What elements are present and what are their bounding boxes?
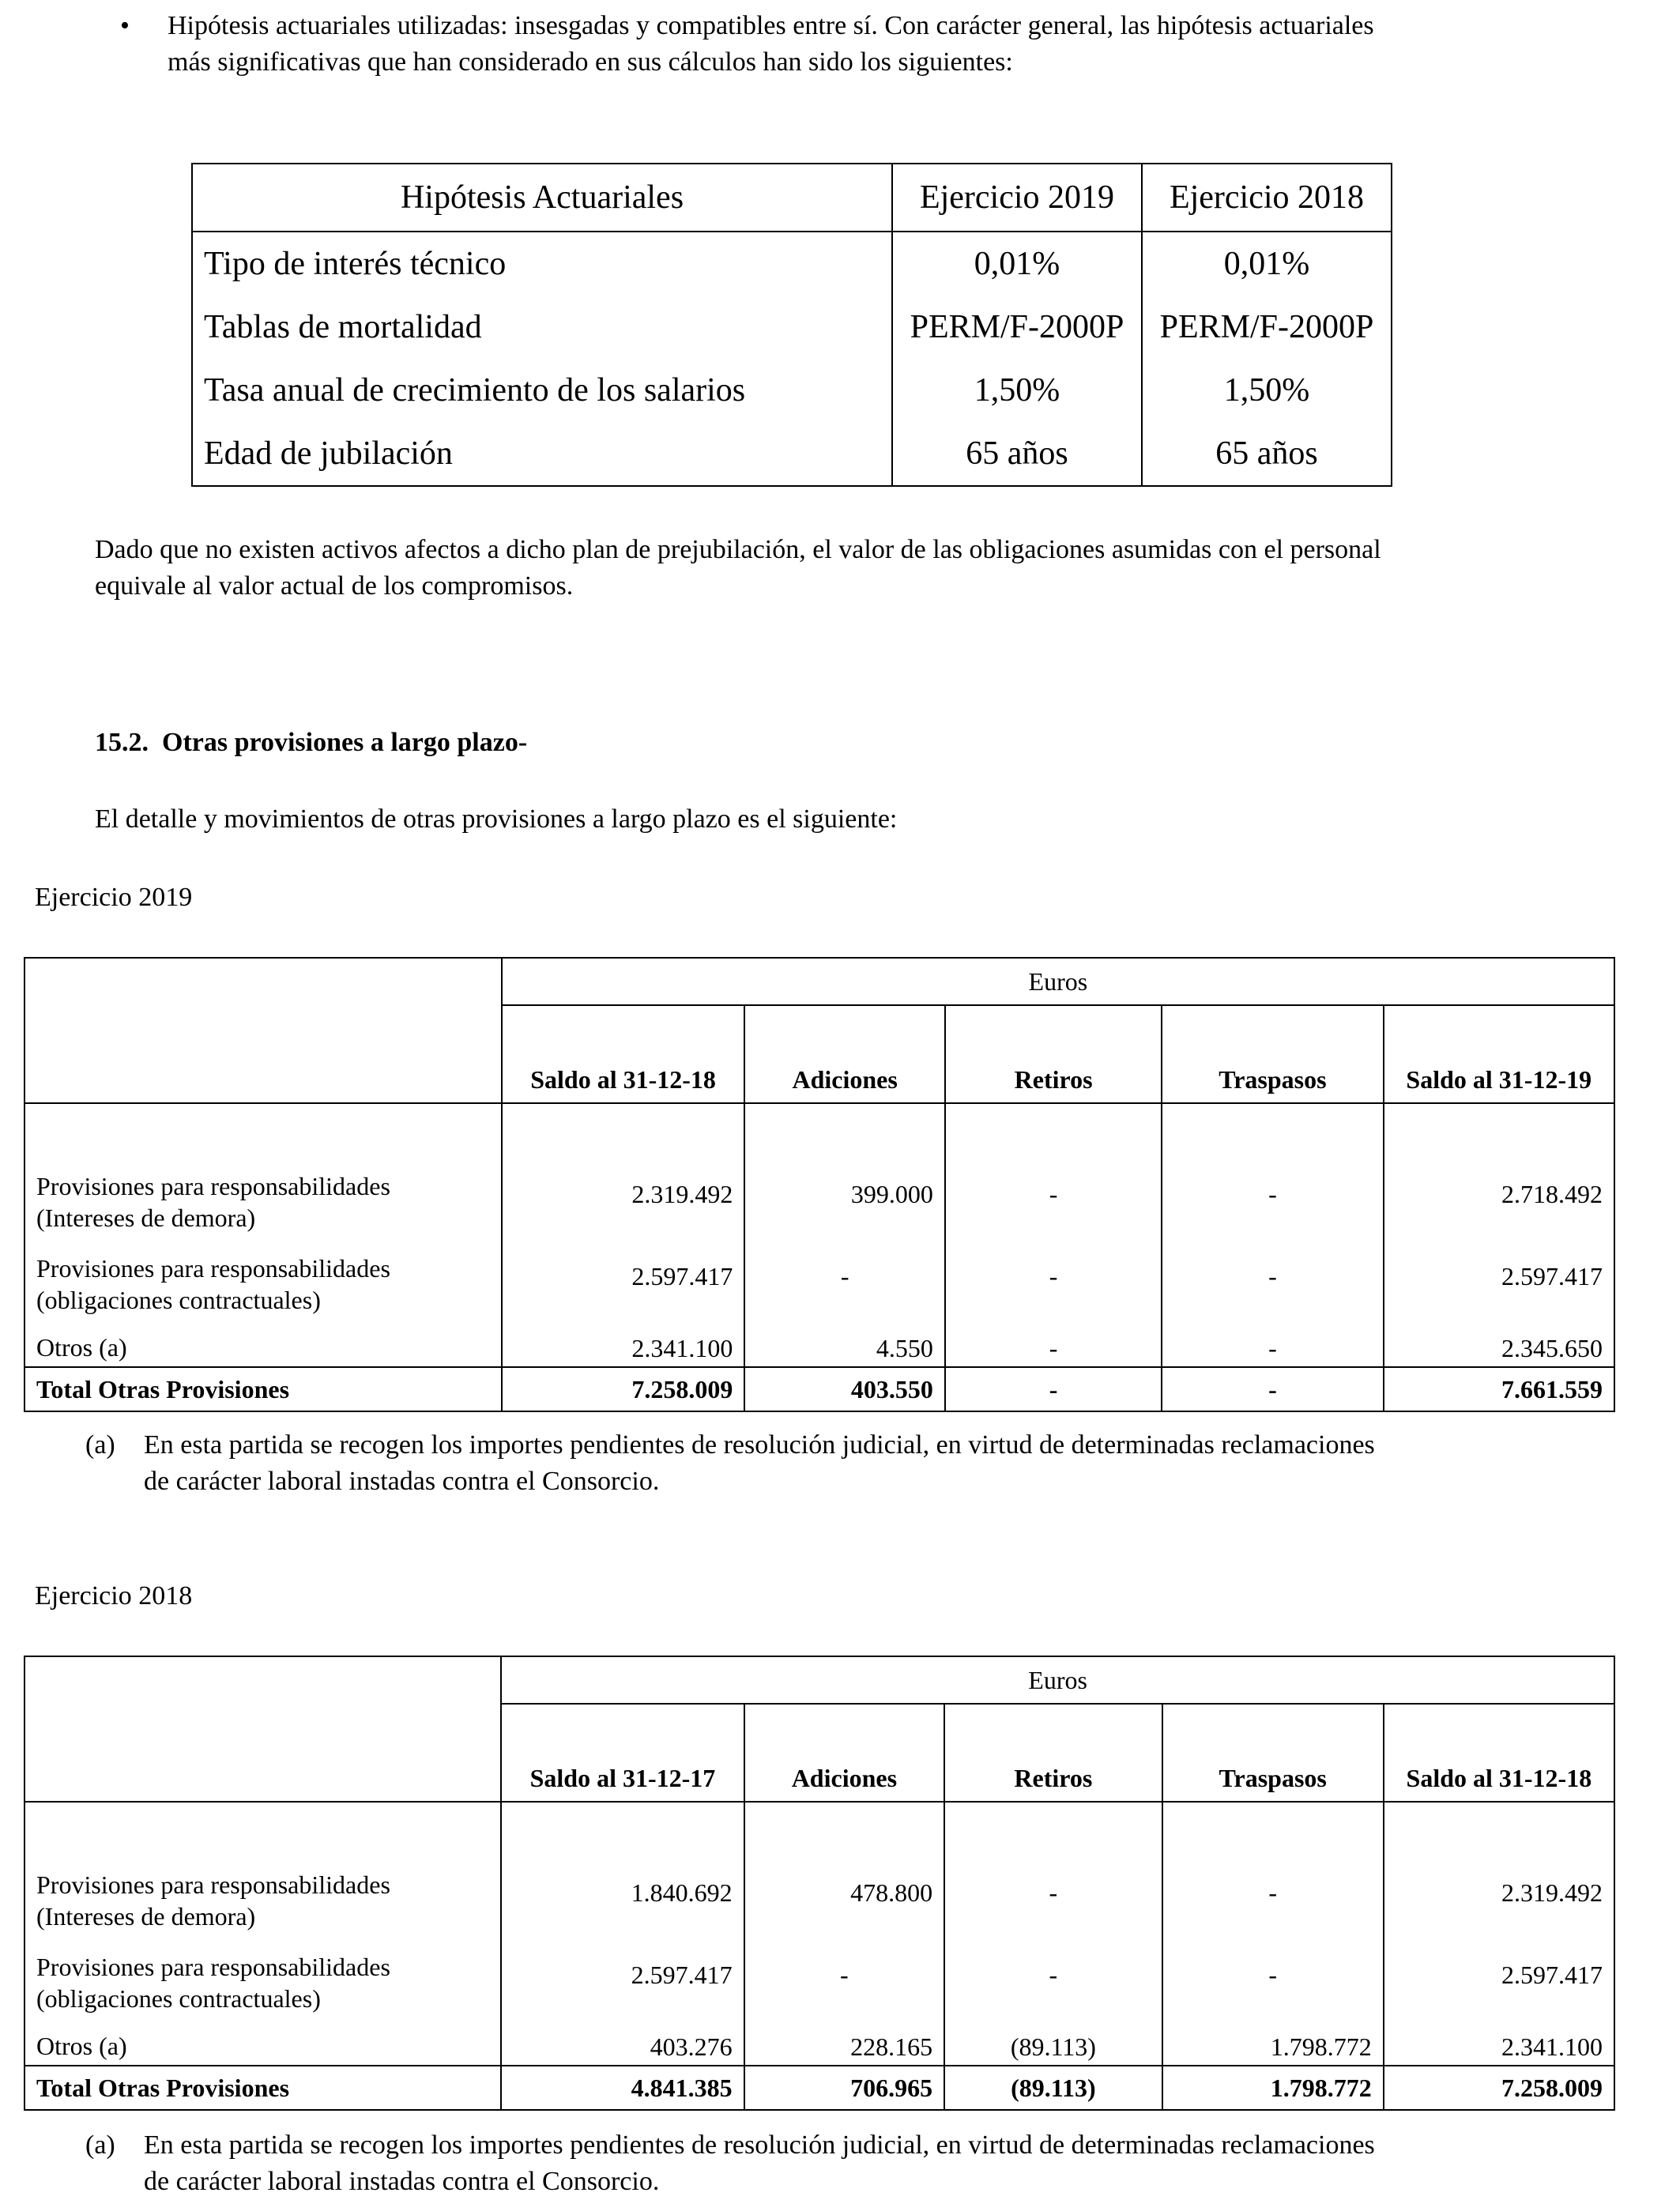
value-cell: - bbox=[1162, 1935, 1384, 2017]
table-row bbox=[24, 1237, 1614, 1319]
value-cell: 1.840.692 bbox=[501, 1853, 744, 1935]
column-header: Retiros bbox=[944, 1704, 1162, 1802]
row-label: Provisiones para responsabilidades (obligaciones contractuales) bbox=[24, 1237, 502, 1319]
table-2019-caption: Ejercicio 2019 bbox=[35, 883, 193, 912]
currency-row bbox=[24, 1656, 1614, 1704]
value-cell: 2.597.417 bbox=[1384, 1237, 1614, 1319]
assets-line-1: Dado que no existen activos afectos a dicho plan de prejubilación, el valor de las obligaciones asumidas con el personal bbox=[95, 535, 1381, 564]
actuarial-cell: 65 años bbox=[892, 422, 1142, 486]
section-title: 15.2. Otras provisiones a largo plazo- bbox=[95, 728, 528, 757]
actuarial-cell: 65 años bbox=[1215, 435, 1318, 472]
empty-cell bbox=[24, 1656, 501, 1802]
value-cell: - bbox=[1162, 1237, 1383, 1319]
column-header: Saldo al 31-12-19 bbox=[1384, 1005, 1614, 1103]
row-label: Provisiones para responsabilidades (Intereses de demora) bbox=[24, 1853, 501, 1935]
actuarial-header: Hipótesis Actuariales bbox=[192, 164, 892, 232]
intro-paragraph bbox=[168, 8, 1590, 81]
total-value: 403.550 bbox=[744, 1367, 945, 1411]
total-value: - bbox=[945, 1367, 1162, 1411]
actuarial-row bbox=[192, 422, 1392, 486]
total-value: 7.258.009 bbox=[502, 1367, 745, 1411]
value-cell: - bbox=[944, 1853, 1162, 1935]
table-row bbox=[24, 2017, 1614, 2066]
actuarial-header-row bbox=[192, 164, 1392, 232]
value-cell: 2.597.417 bbox=[1384, 1935, 1614, 2017]
actuarial-cell: 1,50% bbox=[892, 359, 1142, 422]
value-cell: 403.276 bbox=[501, 2017, 744, 2066]
note-text: En esta partida se recogen los importes pendientes de resolución judicial, en virtud de determinadas reclamaciones de carácter laboral instadas contra el Consorcio. bbox=[144, 1430, 1375, 1496]
actuarial-cell: Edad de jubilación bbox=[192, 422, 892, 486]
value-cell: 2.597.417 bbox=[502, 1237, 745, 1319]
table-row bbox=[24, 1155, 1614, 1237]
total-value: - bbox=[1162, 1367, 1383, 1411]
column-header: Saldo al 31-12-17 bbox=[501, 1704, 744, 1802]
total-label: Total Otras Provisiones bbox=[24, 2066, 501, 2110]
row-label: Otros (a) bbox=[24, 2017, 501, 2066]
value-cell: - bbox=[1162, 1853, 1384, 1935]
value-cell: - bbox=[945, 1237, 1162, 1319]
bullet-icon: • bbox=[120, 11, 130, 40]
total-row bbox=[24, 2066, 1614, 2110]
actuarial-header: Ejercicio 2019 bbox=[892, 164, 1142, 232]
table-row bbox=[24, 1853, 1614, 1935]
table-2018-caption: Ejercicio 2018 bbox=[35, 1581, 193, 1610]
note-marker: (a) bbox=[85, 1430, 115, 1460]
section-intro: El detalle y movimientos de otras provisiones a largo plazo es el siguiente: bbox=[95, 804, 898, 834]
assets-paragraph bbox=[95, 532, 1596, 605]
currency-label: Euros bbox=[501, 1656, 1614, 1704]
value-cell: 1.798.772 bbox=[1162, 2017, 1384, 2066]
empty-cell bbox=[24, 958, 502, 1103]
column-header: Adiciones bbox=[744, 1704, 944, 1802]
actuarial-cell: 1,50% bbox=[1223, 372, 1310, 409]
note-marker: (a) bbox=[85, 2130, 115, 2160]
value-cell: 2.341.100 bbox=[1384, 2017, 1614, 2066]
value-cell: 2.718.492 bbox=[1384, 1155, 1614, 1237]
value-cell: (89.113) bbox=[944, 2017, 1162, 2066]
provisions-table-2018 bbox=[24, 1656, 1615, 2111]
value-cell: 2.341.100 bbox=[502, 1319, 745, 1367]
value-cell: 2.345.650 bbox=[1384, 1319, 1614, 1367]
currency-row bbox=[24, 958, 1614, 1005]
value-cell: - bbox=[744, 1935, 944, 2017]
total-value: 706.965 bbox=[744, 2066, 944, 2110]
actuarial-row bbox=[192, 359, 1392, 422]
value-cell: 2.319.492 bbox=[502, 1155, 745, 1237]
value-cell: 2.597.417 bbox=[501, 1935, 744, 2017]
total-value: (89.113) bbox=[944, 2066, 1162, 2110]
currency-label: Euros bbox=[502, 958, 1614, 1005]
column-header: Saldo al 31-12-18 bbox=[502, 1005, 745, 1103]
value-cell: - bbox=[1162, 1155, 1383, 1237]
actuarial-cell: PERM/F-2000P bbox=[1159, 309, 1374, 345]
actuarial-row bbox=[192, 232, 1392, 296]
value-cell: - bbox=[944, 1935, 1162, 2017]
row-label: Provisiones para responsabilidades (Intereses de demora) bbox=[24, 1155, 502, 1237]
value-cell: 228.165 bbox=[744, 2017, 944, 2066]
column-header: Retiros bbox=[945, 1005, 1162, 1103]
spacer-row bbox=[24, 1103, 1614, 1155]
actuarial-header: Ejercicio 2018 bbox=[1142, 164, 1392, 232]
table-row bbox=[24, 1935, 1614, 2017]
assets-line-2: equivale al valor actual de los compromisos. bbox=[95, 571, 574, 601]
intro-line-2: más significativas que han considerado en sus cálculos han sido los siguientes: bbox=[168, 47, 1013, 77]
column-header: Saldo al 31-12-18 bbox=[1384, 1704, 1614, 1802]
total-label: Total Otras Provisiones bbox=[24, 1367, 502, 1411]
table-row bbox=[24, 1319, 1614, 1367]
actuarial-cell: Tipo de interés técnico bbox=[192, 232, 892, 296]
spacer-row bbox=[24, 1802, 1614, 1853]
total-value: 7.258.009 bbox=[1384, 2066, 1614, 2110]
actuarial-cell: 0,01% bbox=[892, 232, 1142, 296]
actuarial-cell: PERM/F-2000P bbox=[892, 296, 1142, 359]
value-cell: 2.319.492 bbox=[1384, 1853, 1614, 1935]
value-cell: - bbox=[945, 1155, 1162, 1237]
value-cell: 478.800 bbox=[744, 1853, 944, 1935]
column-header: Traspasos bbox=[1162, 1005, 1383, 1103]
total-value: 1.798.772 bbox=[1162, 2066, 1384, 2110]
note-text: En esta partida se recogen los importes pendientes de resolución judicial, en virtud de determinadas reclamaciones de carácter laboral instadas contra el Consorcio. bbox=[144, 2130, 1375, 2196]
row-label: Otros (a) bbox=[24, 1319, 502, 1367]
value-cell: - bbox=[744, 1237, 945, 1319]
value-cell: - bbox=[1162, 1319, 1383, 1367]
provisions-table-2019 bbox=[24, 957, 1615, 1412]
actuarial-cell: Tasa anual de crecimiento de los salarios bbox=[192, 359, 892, 422]
column-header: Traspasos bbox=[1162, 1704, 1384, 1802]
column-header: Adiciones bbox=[744, 1005, 945, 1103]
value-cell: 399.000 bbox=[744, 1155, 945, 1237]
value-cell: 4.550 bbox=[744, 1319, 945, 1367]
actuarial-table bbox=[191, 163, 1392, 487]
actuarial-cell: 0,01% bbox=[1223, 246, 1310, 282]
intro-line-1: Hipótesis actuariales utilizadas: insesgadas y compatibles entre sí. Con carácter general, las hipótesis actuariales bbox=[168, 11, 1374, 40]
value-cell: - bbox=[945, 1319, 1162, 1367]
total-value: 4.841.385 bbox=[501, 2066, 744, 2110]
row-label: Provisiones para responsabilidades (obligaciones contractuales) bbox=[24, 1935, 501, 2017]
actuarial-row bbox=[192, 296, 1392, 359]
total-row bbox=[24, 1367, 1614, 1411]
actuarial-cell: Tablas de mortalidad bbox=[192, 296, 892, 359]
total-value: 7.661.559 bbox=[1384, 1367, 1614, 1411]
